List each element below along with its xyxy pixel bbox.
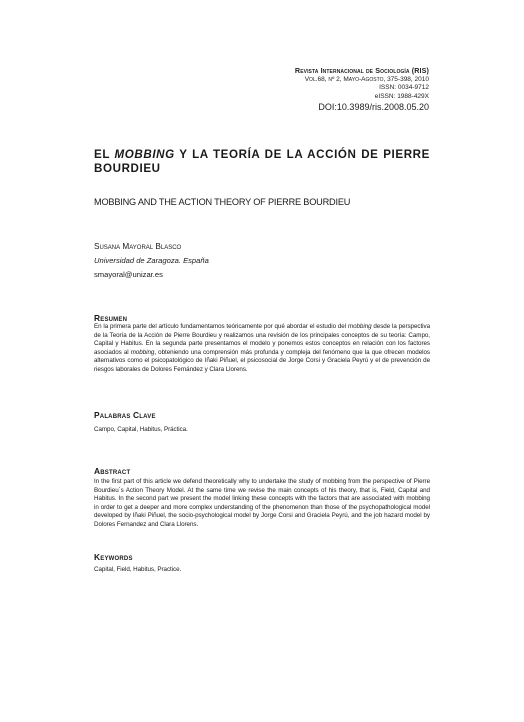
title-part1: EL: [94, 148, 115, 161]
resumen-italic-1: mobbing: [347, 323, 372, 330]
author-email[interactable]: smayoral@unizar.es: [94, 270, 163, 279]
keywords-text: Capital, Field, Habitus, Practice.: [94, 566, 182, 573]
title-part2: Y LA TEORÍA DE LA ACCIÓN DE PIERRE BOURDIEU: [94, 148, 430, 175]
journal-eissn: eISSN: 1988-429X: [374, 92, 429, 100]
palabras-clave-text: Campo, Capital, Habitus, Práctica.: [94, 426, 188, 433]
resumen-text-part2: desde la perspectiva de la Teoría de la Acción de Pierre Bourdieu y realizamos una revisión de los principales conceptos de su teoría: Campo, Capital y Habitus. En la segunda parte presentamos el modelo y ponemos estos conceptos en relación con los factores asociados al: [94, 323, 431, 356]
palabras-clave-heading: Palabras Clave: [94, 410, 156, 420]
author-affiliation: Universidad de Zaragoza. España: [94, 256, 209, 265]
journal-name: Revista Internacional de Sociología (RIS): [294, 66, 429, 75]
resumen-heading: Resumen: [94, 313, 128, 323]
author-block: [94, 240, 209, 282]
resumen-text: [94, 323, 430, 375]
resumen-text-part3: , obteniendo una comprensión más profunda y compleja del fenómeno que la que ofrecen modelos alternativos como el psicopatológico de Iñaki Piñuel, el psicosocial de Jorge Corsi y Graciela Peyrú y el de prevención de riesgos laborales de Dolores Fernández y Clara Llorens.: [94, 348, 430, 373]
article-title-english: MOBBING AND THE ACTION THEORY OF PIERRE BOURDIEU: [94, 197, 351, 207]
article-title: [94, 148, 430, 176]
journal-volume: Vol.68, nº 2, Mayo-Agosto, 375-398, 2010: [304, 75, 429, 83]
resumen-italic-2: mobbing: [130, 348, 155, 356]
journal-doi[interactable]: DOI:10.3989/ris.2008.05.20: [318, 102, 429, 113]
keywords-heading: Keywords: [94, 552, 133, 562]
title-italic: MOBBING: [114, 148, 175, 161]
abstract-heading: Abstract: [94, 466, 131, 476]
author-name: Susana Mayoral Blasco: [94, 242, 182, 251]
resumen-text-part1: En la primera parte del artículo fundamentamos teóricamente por qué abordar el estudio del: [94, 323, 348, 330]
journal-issn: ISSN: 0034-9712: [379, 84, 429, 92]
abstract-text: In the first part of this article we defend theoretically why to undertake the study of mobbing from the perspective of Pierre Bourdieu´s Action Theory Model. At the same time we revise the main concepts of his theory, that is, Field, Capital and Habitus. In the second part we present the model linking these concepts with the factors that are associated with mobbing in order to get a deeper and more complex understanding of the phenomenon than those of the psychopathological model developed by Iñaki Piñuel, the socio-psychological model by Jorge Corsi and Graciela Peyrú, and the job hazard model by Dolores Fernandez and Clara Llorens.: [94, 478, 430, 528]
journal-header: [295, 67, 429, 113]
